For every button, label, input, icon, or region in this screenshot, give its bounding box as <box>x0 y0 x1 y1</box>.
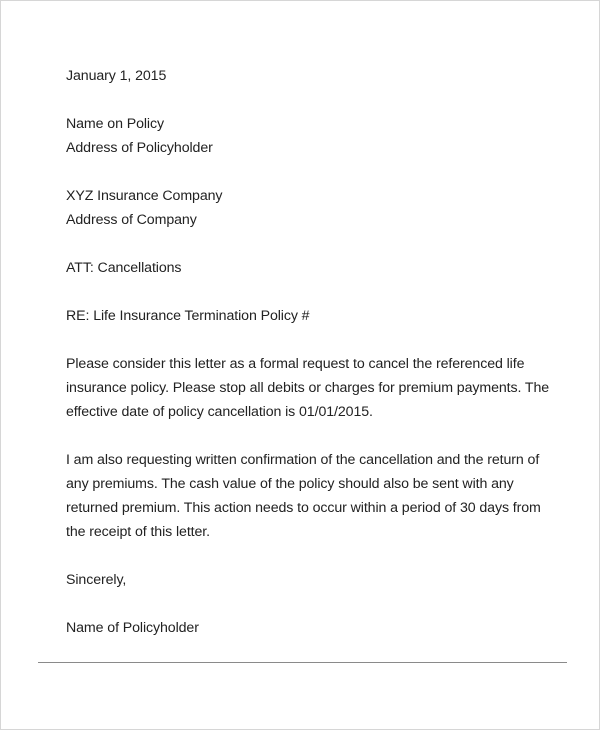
subject-line: RE: Life Insurance Termination Policy # <box>66 308 310 324</box>
spacer <box>66 544 536 568</box>
spacer <box>66 88 536 112</box>
spacer <box>66 280 536 304</box>
recipient-company: XYZ Insurance Company <box>66 188 223 204</box>
paragraph-line: any premiums. The cash value of the policy should also be sent with any <box>66 476 514 492</box>
paragraph-line: returned premium. This action needs to occur within a period of 30 days from <box>66 500 541 516</box>
signature-name: Name of Policyholder <box>66 620 199 636</box>
recipient-block <box>66 184 536 232</box>
spacer <box>66 328 536 352</box>
sender-address: Address of Policyholder <box>66 140 213 156</box>
attention-line: ATT: Cancellations <box>66 260 182 276</box>
recipient-address: Address of Company <box>66 212 197 228</box>
letter-body <box>66 64 550 640</box>
paragraph-request <box>66 352 550 424</box>
closing-line: Sincerely, <box>66 572 127 588</box>
paragraph-line: Please consider this letter as a formal request to cancel the referenced life <box>66 356 525 372</box>
paragraph-line: effective date of policy cancellation is 01/01/2015. <box>66 404 373 420</box>
paragraph-line: the receipt of this letter. <box>66 524 210 540</box>
letter-date: January 1, 2015 <box>66 68 167 84</box>
sender-name: Name on Policy <box>66 116 164 132</box>
spacer <box>66 232 536 256</box>
paragraph-confirmation <box>66 448 541 544</box>
spacer <box>66 160 536 184</box>
spacer <box>66 592 536 616</box>
spacer <box>66 424 536 448</box>
paragraph-line: I am also requesting written confirmation of the cancellation and the return of <box>66 452 540 468</box>
sender-block <box>66 112 536 160</box>
footer-divider <box>38 662 567 663</box>
paragraph-line: insurance policy. Please stop all debits or charges for premium payments. The <box>66 380 550 396</box>
